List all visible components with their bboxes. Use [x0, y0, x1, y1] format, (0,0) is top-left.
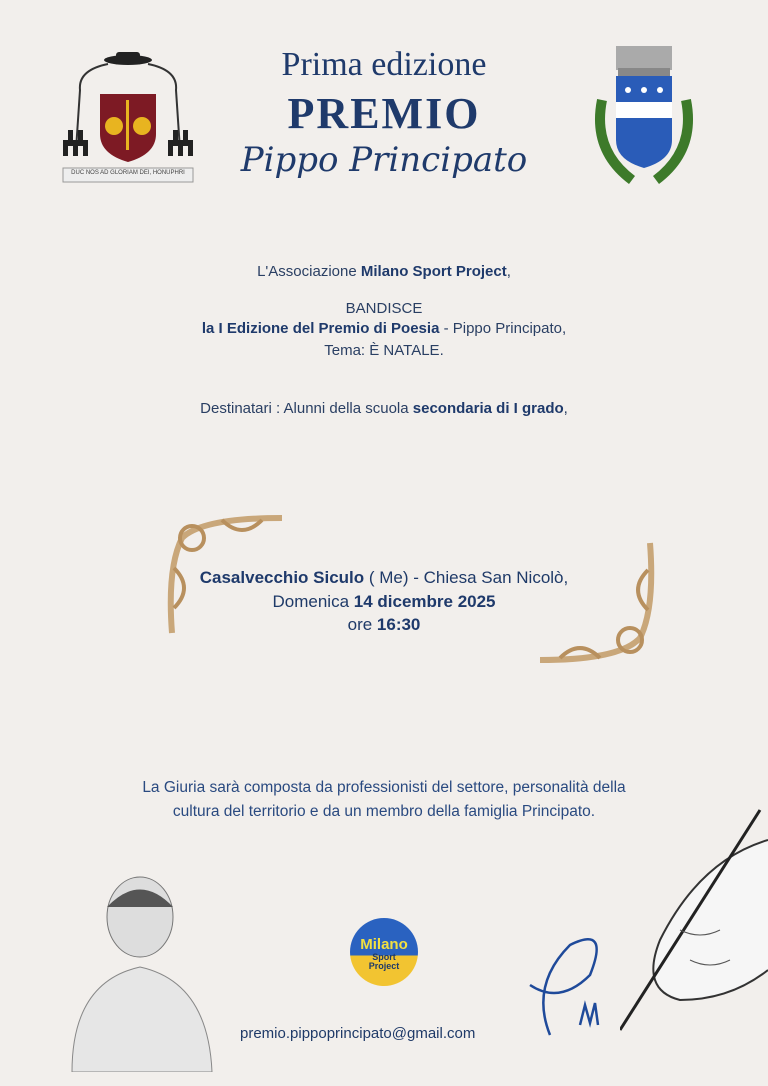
contact-email[interactable]: premio.pippoprincipato@gmail.com: [240, 1025, 476, 1042]
edition-subtitle: Prima edizione: [281, 46, 487, 83]
logo-text-project: Project: [368, 961, 400, 971]
day: Domenica: [272, 592, 354, 611]
logo-text-sport: Sport: [372, 952, 396, 962]
award-title: PREMIO: [287, 89, 481, 138]
event-time: 16:30: [376, 615, 421, 634]
time-pre: ore: [347, 615, 377, 634]
assoc-post: ,: [506, 263, 511, 280]
association-name: Milano Sport Project: [360, 263, 507, 280]
hand-with-pen-sketch: [620, 800, 768, 1040]
assoc-pre: L'Associazione: [257, 263, 361, 280]
venue-rest: ( Me) - Chiesa San Nicolò,: [364, 568, 569, 587]
award-name: Pippo Principato: [240, 140, 528, 180]
edition-rest: - Pippo Principato,: [439, 320, 567, 337]
motto-ribbon: DUC NOS AD GLORIAM DEI, HONUPHRI: [71, 170, 185, 176]
venue-town: Casalvecchio Siculo: [199, 568, 365, 587]
dest-post: ,: [563, 400, 568, 417]
logo-text-milano: Milano: [360, 936, 408, 953]
portrait-sketch: [52, 872, 222, 1072]
dest-pre: Destinatari : Alunni della scuola: [200, 400, 413, 417]
date-line: [0, 592, 768, 612]
jury-line-2: cultura del territorio e da un membro della famiglia Principato.: [172, 803, 596, 820]
time-line: [0, 615, 768, 635]
jury-line-1: La Giuria sarà composta da professionisti del settore, personalità della: [142, 779, 626, 796]
dest-bold: secondaria di I grado: [412, 400, 564, 417]
bandisce: BANDISCE: [345, 300, 423, 317]
event-date: 14 dicembre 2025: [353, 592, 496, 611]
edition-line: [0, 320, 768, 337]
association-line: [0, 263, 768, 280]
municipal-coat-of-arms: [582, 40, 706, 190]
edition-bold: la I Edizione del Premio di Poesia: [201, 320, 440, 337]
signature: [520, 925, 620, 1040]
milano-sport-project-logo: [350, 918, 418, 986]
venue-line: [0, 568, 768, 588]
theme: Tema: È NATALE.: [324, 342, 444, 359]
recipients-line: [0, 400, 768, 417]
